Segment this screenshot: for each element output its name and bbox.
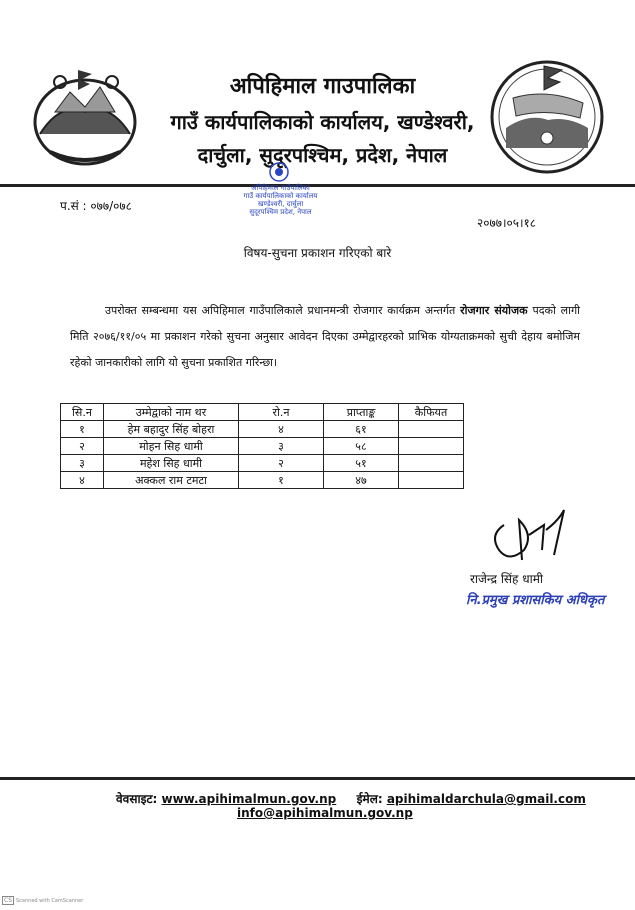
stamp-line-3: खण्डेश्वरी, दार्चुला [257,200,304,208]
nepal-emblem-left-icon [30,62,140,168]
cell-score: ६१ [324,421,399,438]
signature-icon [484,505,574,570]
col-header-sn: सि.न [61,404,104,421]
cell-sn: १ [61,421,104,438]
table-row [61,421,464,438]
nepal-seal-right-icon [488,58,606,176]
cell-remarks [399,438,464,455]
footer-divider [0,777,635,780]
table-row [61,472,464,489]
email-label: ईमेल: [356,792,383,806]
cell-roll: ४ [239,421,324,438]
scanner-note: Scanned with CamScanner [16,898,84,904]
post-title: रोजगार संयोजक [460,304,528,317]
body-text-2: पदको लागी मिति २०७६/११/०५ मा प्रकाशन गरेको सुचना अनुसार आवेदन दिएका उम्मेद्वारहरको प्राभिक योग्यताक्रमको सुची देहाय बमोजिम रहेको जानकारीको लागि यो सुचना प्रकाशित गरिन्छा। [70,304,581,369]
body-text-1: उपरोक्त सम्बन्धमा यस अपिहिमाल गाउँपालिकाले प्रधानमन्त्री रोजगार कार्यक्रम अन्तर्गत [105,304,456,317]
table-row [61,455,464,472]
cell-roll: २ [239,455,324,472]
email-link-1[interactable]: apihimaldarchula@gmail.com [386,792,586,806]
cell-remarks [399,455,464,472]
cell-sn: ३ [61,455,104,472]
cell-name: मोहन सिह धामी [104,438,239,455]
col-header-name: उम्मेद्वाको नाम थर [104,404,239,421]
cell-name: हेम बहादुर सिंह बोहरा [104,421,239,438]
cell-name: महेश सिह धामी [104,455,239,472]
cell-score: ५१ [324,455,399,472]
office-name: गाउँ कार्यपालिकाको कार्यालय, खण्डेश्वरी, [170,110,475,134]
website-label: वेवसाइट: [116,792,158,806]
cell-score: ५८ [324,438,399,455]
stamp-line-2: गाउँ कार्यपालिकाको कार्यालय [243,192,318,200]
signer-title: नि.प्रमुख प्रशासकिय अधिकृत [466,593,605,608]
signer-name: राजेन्द्र सिंह धामी [470,572,543,586]
municipality-name: अपिहिमाल गाउपालिका [229,74,416,99]
office-address: दार्चुला, सुदूरपश्चिम, प्रदेश, नेपाल [197,143,448,167]
cell-remarks [399,421,464,438]
cell-sn: ४ [61,472,104,489]
reference-number: प.सं : ०७७/०७८ [60,199,132,213]
col-header-remarks: कैफियत [399,404,464,421]
cell-remarks [399,472,464,489]
cell-score: ४७ [324,472,399,489]
table-row [61,438,464,455]
website-link[interactable]: www.apihimalmun.gov.np [161,792,337,806]
scanner-watermark [2,896,83,905]
subject-line: विषय-सुचना प्रकाशन गरिएको बारे [243,246,392,260]
footer-website-row [116,790,586,807]
col-header-roll: रो.न [239,404,324,421]
letter-date: २०७७।०५।१८ [477,216,537,230]
cell-roll: १ [239,472,324,489]
cell-name: अक्कल राम टमटा [104,472,239,489]
camscanner-logo-icon: CS [4,897,12,904]
col-header-score: प्राप्ताङ्क [324,404,399,421]
cell-roll: ३ [239,438,324,455]
footer-email-row [237,806,413,820]
cell-sn: २ [61,438,104,455]
table-header-row [61,404,464,421]
notice-body [70,298,580,376]
candidate-table [60,403,464,489]
email-link-2[interactable]: info@apihimalmun.gov.np [237,806,413,820]
stamp-line-1: अपिहिमाल गाउँपालिका [251,184,310,192]
stamp-line-4: सुदूरपश्चिम प्रदेश, नेपाल [249,208,312,216]
